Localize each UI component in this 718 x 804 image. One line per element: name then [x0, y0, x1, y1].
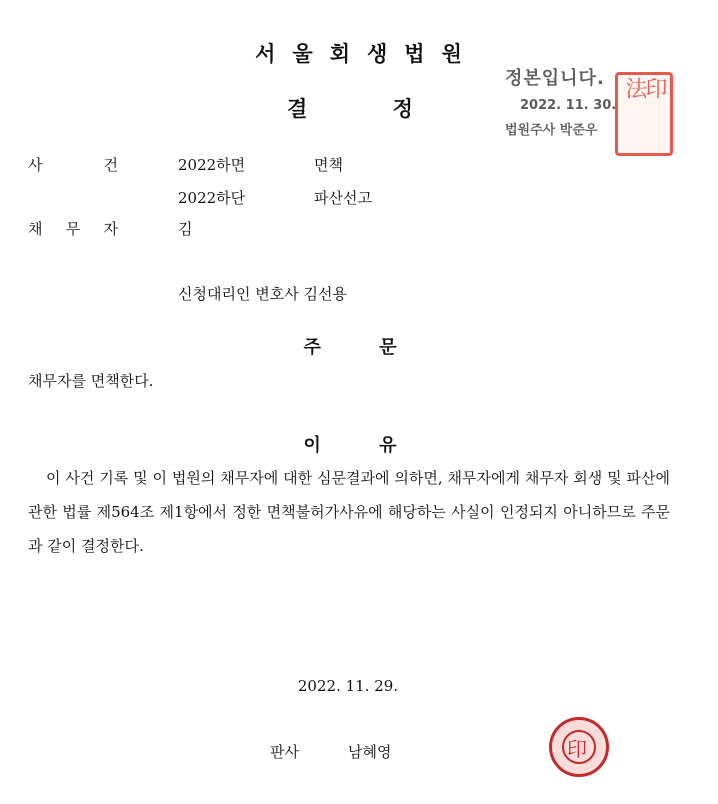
certification-clerk: 법원주사 박준우: [505, 123, 598, 138]
case-number-2: 2022하단: [178, 189, 246, 207]
applicant-agent: 신청대리인 변호사 김선용: [178, 285, 347, 303]
debtor-name: 김: [178, 220, 193, 238]
certification-title: 정본입니다.: [505, 68, 605, 89]
case-label: 사 건: [28, 156, 118, 174]
reason-text: 이 사건 기록 및 이 법원의 채무자에 대한 심문결과에 의하면, 채무자에게 채무자 회생 및 파산에 관한 법률 제564조 제1항에서 정한 면책불허가사유에 해당하는 사실이 인정되지 아니하므로 주문과 같이 결정한다.: [28, 469, 670, 555]
debtor-label: 채 무 자: [28, 220, 118, 238]
court-name: 서울회생법원: [255, 42, 479, 66]
judge-title: 판사: [270, 743, 299, 761]
decision-date: 2022. 11. 29.: [297, 677, 399, 695]
judge-seal-icon: 印: [549, 717, 609, 777]
order-heading: 주 문: [303, 337, 397, 358]
judge-name: 남혜영: [348, 743, 392, 761]
case-type-2: 파산선고: [314, 189, 372, 207]
court-seal-icon: 印 法: [615, 72, 673, 156]
case-type-1: 면책: [314, 156, 343, 174]
document-title: 결 정: [287, 97, 413, 121]
reason-heading: 이 유: [303, 435, 397, 456]
case-number-1: 2022하면: [178, 156, 246, 174]
order-text: 채무자를 면책한다.: [28, 372, 154, 390]
certification-date: 2022. 11. 30.: [520, 98, 617, 113]
